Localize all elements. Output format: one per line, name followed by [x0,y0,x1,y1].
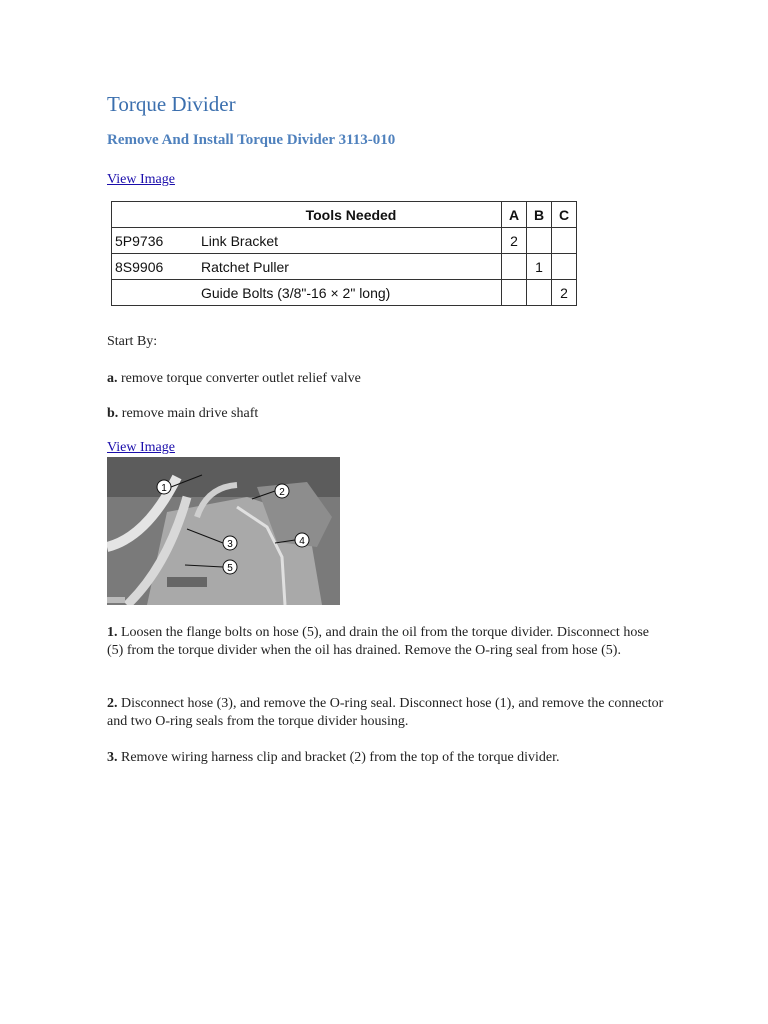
photo-tag [107,597,125,603]
step-b-text: remove main drive shaft [118,406,259,421]
callout-label-5: 5 [227,563,233,574]
flange [167,577,207,587]
step-3-text: Remove wiring harness clip and bracket (2) from the top of the torque divider. [117,750,560,765]
step-1 [107,624,667,660]
table-header-row [112,202,577,228]
table-row [112,280,577,306]
table-header-tools: Tools Needed [197,202,502,228]
step-b-label: b. [107,406,119,421]
table-row [112,228,577,254]
callout-label-4: 4 [299,536,305,547]
qty-c: 2 [552,280,577,306]
table-row [112,254,577,280]
qty-a [502,254,527,280]
tool-name: Guide Bolts (3/8"-16 × 2" long) [197,280,502,306]
torque-divider-photo [107,457,340,605]
step-a-text: remove torque converter outlet relief valve [117,371,361,386]
step-3 [107,749,667,767]
part-number: 8S9906 [112,254,198,280]
table-header-c: C [552,202,577,228]
tool-name: Ratchet Puller [197,254,502,280]
view-image-link-1[interactable]: View Image [107,172,175,187]
table-header-a: A [502,202,527,228]
tool-name: Link Bracket [197,228,502,254]
table-header-b: B [527,202,552,228]
part-number: 5P9736 [112,228,198,254]
qty-b [527,280,552,306]
step-2-number: 2. [107,696,118,711]
callout-label-1: 1 [161,483,167,494]
start-by-label: Start By: [107,334,158,349]
page-title: Torque Divider [107,92,236,116]
qty-c [552,228,577,254]
part-number [112,280,198,306]
table-header-part [112,202,198,228]
qty-c [552,254,577,280]
callout-label-2: 2 [279,487,285,498]
procedure-title: Remove And Install Torque Divider 3113-010 [107,132,396,148]
step-1-number: 1. [107,625,118,640]
step-2-text: Disconnect hose (3), and remove the O-ring seal. Disconnect hose (1), and remove the connector and two O-ring seals from the torque divider housing. [107,696,664,729]
view-image-link-2[interactable]: View Image [107,440,175,455]
qty-b [527,228,552,254]
qty-b: 1 [527,254,552,280]
qty-a [502,280,527,306]
qty-a: 2 [502,228,527,254]
start-by-step-a [107,370,667,388]
step-1-text: Loosen the flange bolts on hose (5), and drain the oil from the torque divider. Disconnect hose (5) from the torque divider when the oil has drained. Remove the O-ring seal from hose (5). [107,625,649,658]
callout-label-3: 3 [227,539,233,550]
step-2 [107,695,667,731]
start-by-step-b [107,405,667,423]
step-3-number: 3. [107,750,118,765]
step-a-label: a. [107,371,118,386]
tools-needed-table [111,201,577,306]
